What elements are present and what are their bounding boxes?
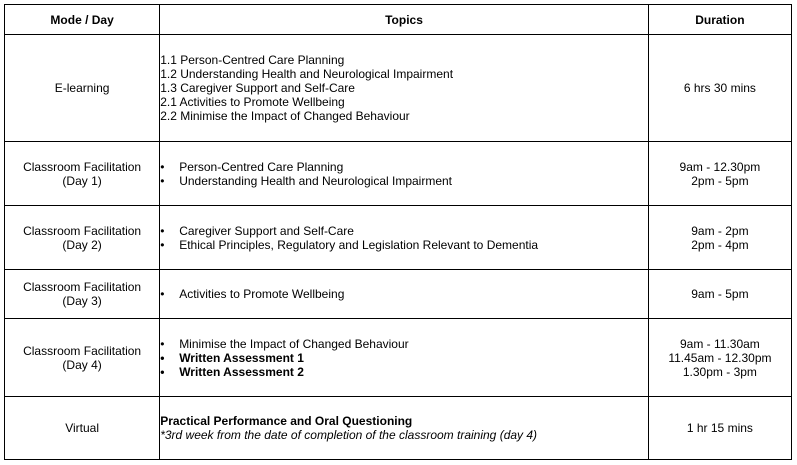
topic-item: • Understanding Health and Neurological Impairment xyxy=(160,174,648,188)
header-duration: Duration xyxy=(648,5,791,35)
mode-cell xyxy=(5,270,160,319)
table-row xyxy=(5,35,792,142)
topics-cell xyxy=(160,206,649,270)
header-row xyxy=(5,5,792,35)
mode-text: Virtual xyxy=(65,421,99,435)
duration-cell xyxy=(648,142,791,206)
duration-text: 1.30pm - 3pm xyxy=(682,364,757,379)
duration-cell xyxy=(648,270,791,319)
duration-cell xyxy=(648,35,791,142)
mode-day: (Day 4) xyxy=(62,357,102,372)
topics-cell xyxy=(160,397,649,460)
mode-cell xyxy=(5,35,160,142)
topics-cell xyxy=(160,35,649,142)
table-row xyxy=(5,206,792,270)
topic-item: 1.1 Person-Centred Care Planning xyxy=(160,53,345,67)
topic-item-assessment: • Written Assessment 2 xyxy=(160,365,648,379)
duration-text: 2pm - 5pm xyxy=(691,173,749,188)
mode-day: (Day 1) xyxy=(62,173,102,188)
mode-text: Classroom Facilitation xyxy=(23,280,142,294)
topic-item: 2.2 Minimise the Impact of Changed Behaviour xyxy=(160,109,410,123)
duration-cell xyxy=(648,319,791,397)
topic-list xyxy=(160,160,648,188)
duration-text: 1 hr 15 mins xyxy=(686,421,753,435)
mode-text: Classroom Facilitation xyxy=(23,223,142,238)
topics-cell xyxy=(160,319,649,397)
duration-text: 9am - 5pm xyxy=(691,287,749,301)
duration-text: 9am - 2pm xyxy=(691,223,749,238)
table-row xyxy=(5,397,792,460)
header-mode: Mode / Day xyxy=(5,5,160,35)
topic-item-assessment: • Written Assessment 1 xyxy=(160,351,648,365)
topic-list xyxy=(160,224,648,252)
table-row xyxy=(5,319,792,397)
topic-item: • Ethical Principles, Regulatory and Legislation Relevant to Dementia xyxy=(160,238,648,252)
duration-text: 6 hrs 30 mins xyxy=(683,81,756,95)
mode-text: Classroom Facilitation xyxy=(23,343,142,358)
table-row xyxy=(5,142,792,206)
mode-text: E-learning xyxy=(54,81,110,95)
topic-list xyxy=(160,287,648,301)
header-topics: Topics xyxy=(160,5,649,35)
topic-item: 2.1 Activities to Promote Wellbeing xyxy=(160,95,345,109)
duration-text: 2pm - 4pm xyxy=(691,237,749,252)
mode-cell xyxy=(5,397,160,460)
topic-item: 1.3 Caregiver Support and Self-Care xyxy=(160,81,355,95)
topic-item: • Minimise the Impact of Changed Behaviour xyxy=(160,337,648,351)
mode-cell xyxy=(5,206,160,270)
mode-cell xyxy=(5,319,160,397)
duration-text: 11.45am - 12.30pm xyxy=(668,350,772,365)
duration-text: 9am - 11.30am xyxy=(679,336,760,351)
topic-note: *3rd week from the date of completion of the classroom training (day 4) xyxy=(160,428,538,442)
topic-item: • Person-Centred Care Planning xyxy=(160,160,648,174)
topic-item: 1.2 Understanding Health and Neurological Impairment xyxy=(160,67,454,81)
mode-cell xyxy=(5,142,160,206)
duration-text: 9am - 12.30pm xyxy=(679,159,761,174)
table-row xyxy=(5,270,792,319)
topic-item: • Caregiver Support and Self-Care xyxy=(160,224,648,238)
topics-cell xyxy=(160,142,649,206)
topic-list xyxy=(160,337,648,379)
duration-cell xyxy=(648,397,791,460)
topic-item-virtual: Practical Performance and Oral Questioning xyxy=(160,414,413,428)
schedule-table xyxy=(4,4,792,460)
mode-day: (Day 3) xyxy=(62,294,102,308)
mode-text: Classroom Facilitation xyxy=(23,159,142,174)
duration-cell xyxy=(648,206,791,270)
topics-cell xyxy=(160,270,649,319)
mode-day: (Day 2) xyxy=(62,237,102,252)
topic-item: • Activities to Promote Wellbeing xyxy=(160,287,648,301)
